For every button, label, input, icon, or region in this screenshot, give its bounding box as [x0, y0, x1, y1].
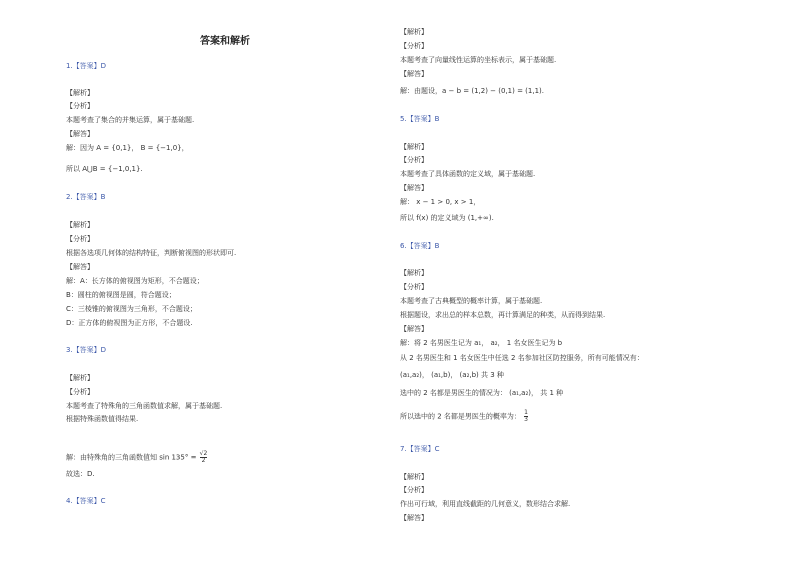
line-text: 本题考查了特殊角的三角函数值求解，属于基础题.	[66, 402, 223, 410]
line-text: 7.【答案】C	[400, 445, 440, 453]
line-text: 【分析】	[66, 388, 94, 396]
text-line	[66, 415, 138, 424]
line-text: 本题考查了具体函数的定义域，属于基础题.	[400, 170, 536, 178]
line-text: 2.【答案】B	[66, 193, 106, 201]
line-text: C：三棱锥的俯视图为三角形，不合题设；	[66, 305, 197, 313]
text-line	[400, 339, 562, 348]
text-line	[400, 214, 494, 223]
line-text: 根据特殊函数值得结果.	[66, 415, 139, 423]
line-text: 从 2 名男医生和 1 名女医生中任选 2 名参加社区防控服务，所有可能情况有：	[400, 354, 644, 362]
text-line	[400, 143, 428, 152]
fraction	[524, 410, 528, 423]
page-title: 答案和解析	[200, 36, 250, 47]
line-text: 解：将 2 名男医生记为 a₁， a₂， 1 名女医生记为 b	[400, 339, 563, 347]
line-text: 【解析】	[66, 374, 94, 382]
fraction-denominator: 2	[201, 457, 206, 464]
text-line	[400, 42, 428, 51]
text-line	[400, 87, 544, 96]
line-text: B：圆柱的俯视图是圆，符合题设；	[66, 291, 176, 299]
line-text: 根据各选项几何体的结构特征，判断俯视图的形状即可.	[66, 249, 237, 257]
text-line	[66, 277, 204, 286]
line-text: 4.【答案】C	[66, 497, 106, 505]
text-line	[66, 116, 194, 125]
line-text: 5.【答案】B	[400, 115, 440, 123]
line-text: 所以选中的 2 名都是男医生的概率为：	[400, 412, 524, 421]
line-text: 【分析】	[400, 42, 428, 50]
line-text: 本题考查了集合的并集运算，属于基础题.	[66, 116, 195, 124]
line-text: 【解答】	[400, 184, 428, 192]
line-text: 【分析】	[66, 102, 94, 110]
text-line	[400, 297, 542, 306]
line-text: 【分析】	[400, 283, 428, 291]
text-line	[400, 170, 535, 179]
text-line	[400, 389, 563, 398]
text-line	[66, 319, 193, 328]
text-line	[66, 305, 197, 314]
line-text: 【解析】	[66, 221, 94, 229]
answer-heading	[400, 242, 439, 251]
text-line	[400, 514, 428, 523]
text-line	[66, 130, 94, 139]
text-line	[66, 221, 94, 230]
line-text: 【解析】	[400, 28, 428, 36]
line-text: 【解析】	[66, 89, 94, 97]
line-text: 解：因为 A = {0,1}， B = {−1,0}，	[66, 144, 189, 152]
text-line	[400, 354, 644, 363]
text-line	[400, 198, 480, 207]
line-text: 【解析】	[400, 473, 428, 481]
line-text: 所以 f(x) 的定义域为 (1,+∞).	[400, 214, 494, 222]
text-line	[400, 311, 605, 320]
text-line	[400, 325, 428, 334]
line-text: 【解答】	[400, 325, 428, 333]
line-text: 选中的 2 名都是男医生的情况为： (a₁,a₂)， 共 1 种	[400, 389, 564, 397]
text-line	[400, 56, 556, 65]
line-text: 作出可行域，利用直线截距的几何意义，数形结合求解.	[400, 500, 571, 508]
fraction-denominator: 3	[524, 416, 528, 423]
text-line	[400, 486, 428, 495]
answer-heading	[400, 445, 440, 454]
line-text: 解：由题设，a − b = (1,2) − (0,1) = (1,1).	[400, 87, 545, 95]
answer-heading	[400, 115, 439, 124]
line-text: 本题考查了向量线性运算的坐标表示，属于基础题.	[400, 56, 557, 64]
line-text: 1.【答案】D	[66, 62, 107, 70]
line-text: 解： x − 1 > 0, x > 1，	[400, 198, 481, 206]
line-text: D：正方体的俯视图为正方形，不合题设.	[66, 319, 193, 327]
text-line	[66, 144, 189, 153]
text-line	[400, 500, 570, 509]
line-text: 所以 A⋃B = {−1,0,1}.	[66, 165, 143, 173]
line-text: 解：由特殊角的三角函数值知 sin 135° =	[66, 453, 199, 462]
text-line	[66, 402, 222, 411]
line-text: 3.【答案】D	[66, 346, 107, 354]
answer-heading	[66, 346, 106, 355]
text-line	[66, 235, 94, 244]
line-text: 【解答】	[66, 130, 94, 138]
fraction-numerator: √2	[199, 450, 208, 457]
text-line	[66, 388, 94, 397]
text-line	[66, 374, 94, 383]
answer-heading	[66, 62, 106, 71]
line-text: 根据题设，求出总的样本总数，再计算满足的种类，从而得到结果.	[400, 311, 606, 319]
text-line	[400, 410, 529, 423]
text-line	[66, 451, 208, 464]
text-line	[400, 70, 428, 79]
text-line	[400, 184, 428, 193]
line-text: 【解析】	[400, 269, 428, 277]
line-text: 【解析】	[400, 143, 428, 151]
text-line	[66, 165, 143, 174]
line-text: 【分析】	[66, 235, 94, 243]
line-text: 【解答】	[400, 70, 428, 78]
fraction	[200, 451, 208, 464]
text-line	[66, 102, 94, 111]
text-line	[66, 470, 95, 479]
text-line	[400, 28, 428, 37]
text-line	[66, 249, 236, 258]
line-text: 【分析】	[400, 486, 428, 494]
line-text: 6.【答案】B	[400, 242, 440, 250]
line-text: 故选：D.	[66, 470, 95, 478]
line-text: 【分析】	[400, 156, 428, 164]
text-line	[400, 156, 428, 165]
text-line	[66, 263, 94, 272]
text-line	[400, 269, 428, 278]
line-text: 本题考查了古典概型的概率计算，属于基础题.	[400, 297, 543, 305]
text-line	[66, 89, 94, 98]
line-text: (a₁,a₂)， (a₁,b)， (a₂,b) 共 3 种	[400, 371, 504, 379]
text-line	[400, 283, 428, 292]
text-line	[66, 291, 176, 300]
answer-heading	[66, 497, 106, 506]
answer-heading	[66, 193, 105, 202]
fraction-numerator: 1	[524, 409, 528, 416]
line-text: 【解答】	[66, 263, 94, 271]
line-text: 【解答】	[400, 514, 428, 522]
text-line	[400, 473, 428, 482]
line-text: 解：A：长方体的俯视图为矩形，不合题设；	[66, 277, 204, 285]
text-line	[400, 371, 504, 380]
